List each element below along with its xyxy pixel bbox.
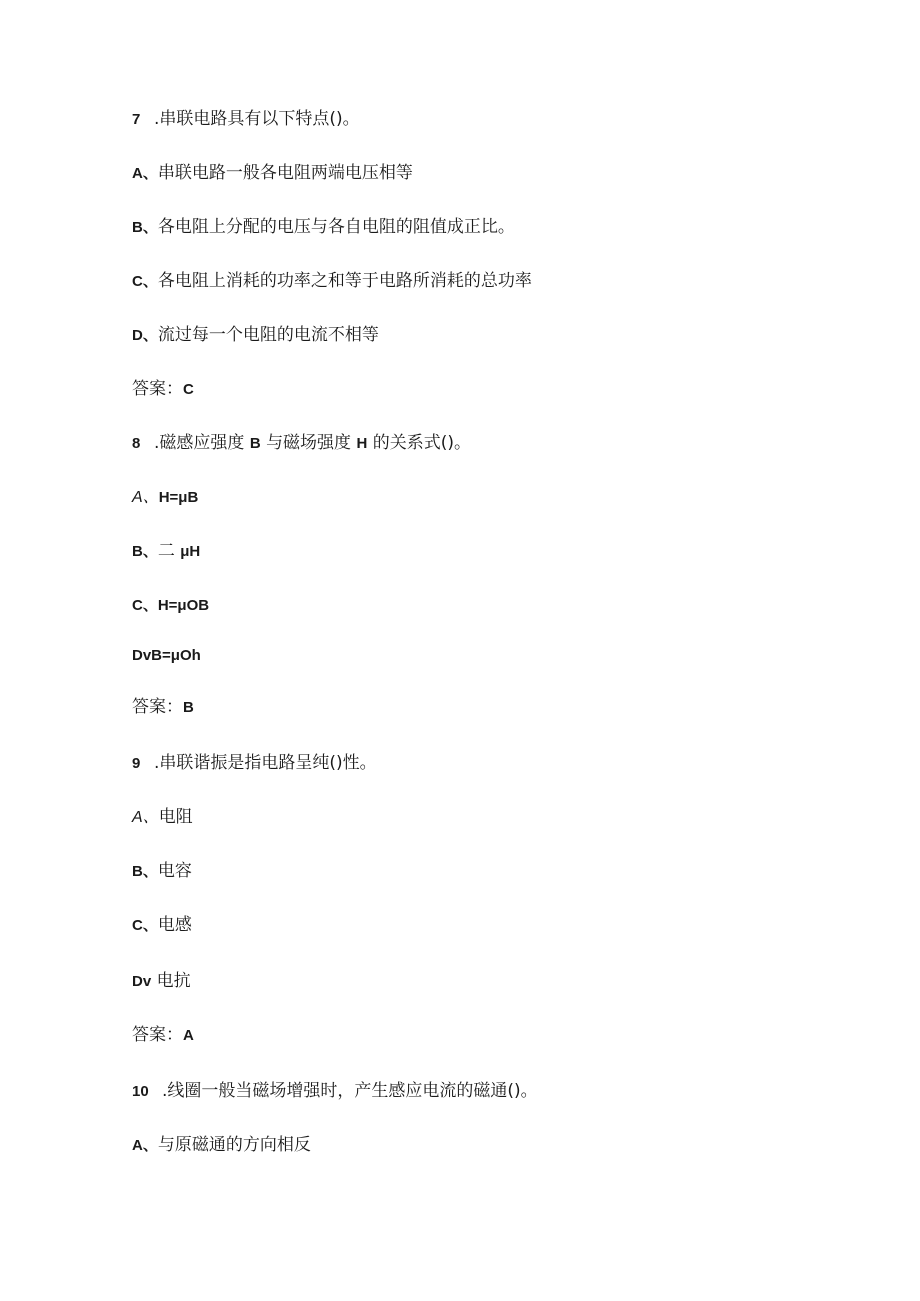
answer-7 (132, 378, 194, 401)
option-text: DvB=μOh (132, 647, 201, 664)
option-marker: A、 (132, 489, 159, 506)
answer-8 (132, 696, 194, 719)
question-number: 10 (132, 1083, 149, 1100)
option-8d (132, 644, 201, 667)
question-7 (132, 108, 360, 131)
option-text: 电感 (157, 915, 192, 935)
option-marker: C、 (132, 273, 158, 290)
question-symbol-h: H (356, 435, 368, 452)
question-text: .串联电路具有以下特点()。 (154, 109, 360, 129)
option-marker: C、 (132, 917, 158, 934)
option-text: 与原磁通的方向相反 (157, 1135, 311, 1155)
option-marker: B、 (132, 543, 158, 560)
answer-value: B (183, 699, 194, 716)
question-10 (132, 1080, 538, 1103)
option-text: H=μOB (157, 597, 210, 614)
answer-9 (132, 1024, 194, 1047)
option-text: 电阻 (158, 807, 193, 827)
option-7a (132, 162, 413, 185)
question-8 (132, 432, 471, 455)
answer-value: C (183, 381, 194, 398)
option-marker: B、 (132, 219, 158, 236)
option-8b (132, 540, 200, 563)
option-marker: A、 (132, 165, 158, 182)
option-formula: μH (180, 543, 201, 560)
option-text: H=μB (158, 489, 199, 506)
option-text: 各电阻上分配的电压与各自电阻的阻值成正比。 (157, 217, 515, 237)
option-7b (132, 216, 515, 239)
option-9a (132, 806, 193, 829)
question-text-mid: 与磁场强度 (266, 433, 352, 453)
answer-label: 答案： (132, 1025, 183, 1045)
option-text: 电容 (157, 861, 192, 881)
option-text: 电抗 (156, 971, 191, 991)
question-text: .串联谐振是指电路呈纯()性。 (154, 753, 377, 773)
question-number: 9 (132, 755, 141, 772)
question-text: .线圈一般当磁场增强时，产生感应电流的磁通()。 (162, 1081, 538, 1101)
option-9b (132, 860, 192, 883)
option-7d (132, 324, 379, 347)
option-marker: D、 (132, 327, 158, 344)
option-text: 二 (157, 541, 175, 561)
option-marker: A、 (132, 1137, 158, 1154)
option-7c (132, 270, 532, 293)
option-marker: Dv (132, 973, 152, 990)
question-9 (132, 752, 377, 775)
answer-value: A (183, 1027, 194, 1044)
option-text: 串联电路一般各电阻两端电压相等 (157, 163, 413, 183)
option-8c (132, 594, 209, 617)
option-10a (132, 1134, 311, 1157)
question-number: 8 (132, 435, 141, 452)
option-text: 流过每一个电阻的电流不相等 (157, 325, 379, 345)
option-marker: A、 (132, 809, 159, 826)
answer-label: 答案： (132, 379, 183, 399)
question-symbol-b: B (249, 435, 261, 452)
question-number: 7 (132, 111, 141, 128)
option-9d (132, 970, 191, 993)
option-9c (132, 914, 192, 937)
question-text: .磁感应强度 (154, 433, 245, 453)
option-marker: B、 (132, 863, 158, 880)
option-text: 各电阻上消耗的功率之和等于电路所消耗的总功率 (157, 271, 532, 291)
option-8a (132, 486, 198, 509)
option-marker: C、 (132, 597, 158, 614)
question-text-end: 的关系式()。 (372, 433, 471, 453)
answer-label: 答案： (132, 697, 183, 717)
